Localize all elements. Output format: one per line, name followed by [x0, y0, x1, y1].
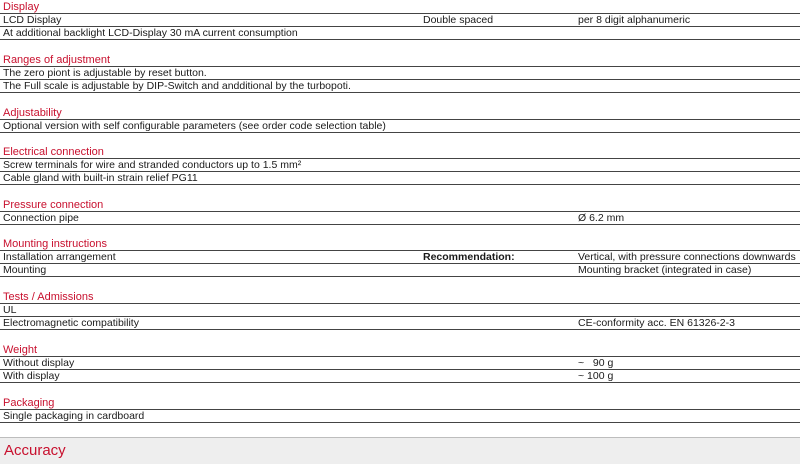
table-row: [0, 120, 800, 133]
row-label: UL: [3, 304, 17, 316]
row-value: CE-conformity acc. EN 61326-2-3: [578, 317, 735, 329]
row-value: Mounting bracket (integrated in case): [578, 264, 752, 276]
row-label: Screw terminals for wire and stranded conductors up to 1.5 mm²: [3, 159, 302, 171]
table-row: [0, 264, 800, 277]
table-row: [0, 304, 800, 317]
table-row: [0, 172, 800, 185]
row-middle: Recommendation:: [423, 251, 515, 263]
section-title-ranges: Ranges of adjustment: [0, 55, 800, 67]
row-value: ~ 100 g: [578, 370, 614, 382]
section-adjustability: [0, 108, 800, 133]
section-title-tests: Tests / Admissions: [0, 292, 800, 304]
section-title-pressure: Pressure connection: [0, 200, 800, 212]
table-row: [0, 370, 800, 383]
table-row: [0, 27, 800, 40]
row-label: Without display: [3, 357, 75, 369]
table-row: [0, 159, 800, 172]
row-middle: Double spaced: [423, 14, 494, 26]
row-label: Installation arrangement: [3, 251, 116, 263]
row-label: At additional backlight LCD-Display 30 mA current consumption: [3, 27, 298, 39]
row-value: Ø 6.2 mm: [578, 212, 625, 224]
table-row: [0, 251, 800, 264]
section-title-weight: Weight: [0, 345, 800, 357]
row-label: With display: [3, 370, 60, 382]
table-row: [0, 14, 800, 27]
row-label: Optional version with self configurable parameters (see order code selection table): [3, 120, 386, 132]
section-title-packaging: Packaging: [0, 398, 800, 410]
row-value: per 8 digit alphanumeric: [578, 14, 691, 26]
section-title-electrical: Electrical connection: [0, 147, 800, 159]
row-label: The Full scale is adjustable by DIP-Switch and andditional by the turbopoti.: [3, 80, 351, 92]
row-label: Electromagnetic compatibility: [3, 317, 139, 329]
section-title-adjustability: Adjustability: [0, 108, 800, 120]
accuracy-title: Accuracy: [4, 442, 66, 459]
section-pressure-connection: [0, 200, 800, 225]
section-display: [0, 2, 800, 40]
row-value: Vertical, with pressure connections downwards: [578, 251, 796, 263]
section-title-display: Display: [0, 2, 800, 14]
section-mounting-instructions: [0, 239, 800, 277]
section-weight: [0, 345, 800, 383]
row-label: Connection pipe: [3, 212, 79, 224]
section-title-mounting: Mounting instructions: [0, 239, 800, 251]
section-packaging: [0, 398, 800, 423]
table-row: [0, 80, 800, 93]
row-label: Single packaging in cardboard: [3, 410, 145, 422]
row-value: ~ 90 g: [578, 357, 614, 369]
row-label: Cable gland with built-in strain relief PG11: [3, 172, 198, 184]
table-row: [0, 317, 800, 330]
row-label: The zero piont is adjustable by reset button.: [3, 67, 207, 79]
row-label: Mounting: [3, 264, 47, 276]
row-label: LCD Display: [3, 14, 62, 26]
table-row: [0, 67, 800, 80]
accuracy-header-band: [0, 437, 800, 464]
table-row: [0, 357, 800, 370]
section-ranges-of-adjustment: [0, 55, 800, 93]
section-electrical-connection: [0, 147, 800, 185]
section-tests-admissions: [0, 292, 800, 330]
table-row: [0, 410, 800, 423]
table-row: [0, 212, 800, 225]
